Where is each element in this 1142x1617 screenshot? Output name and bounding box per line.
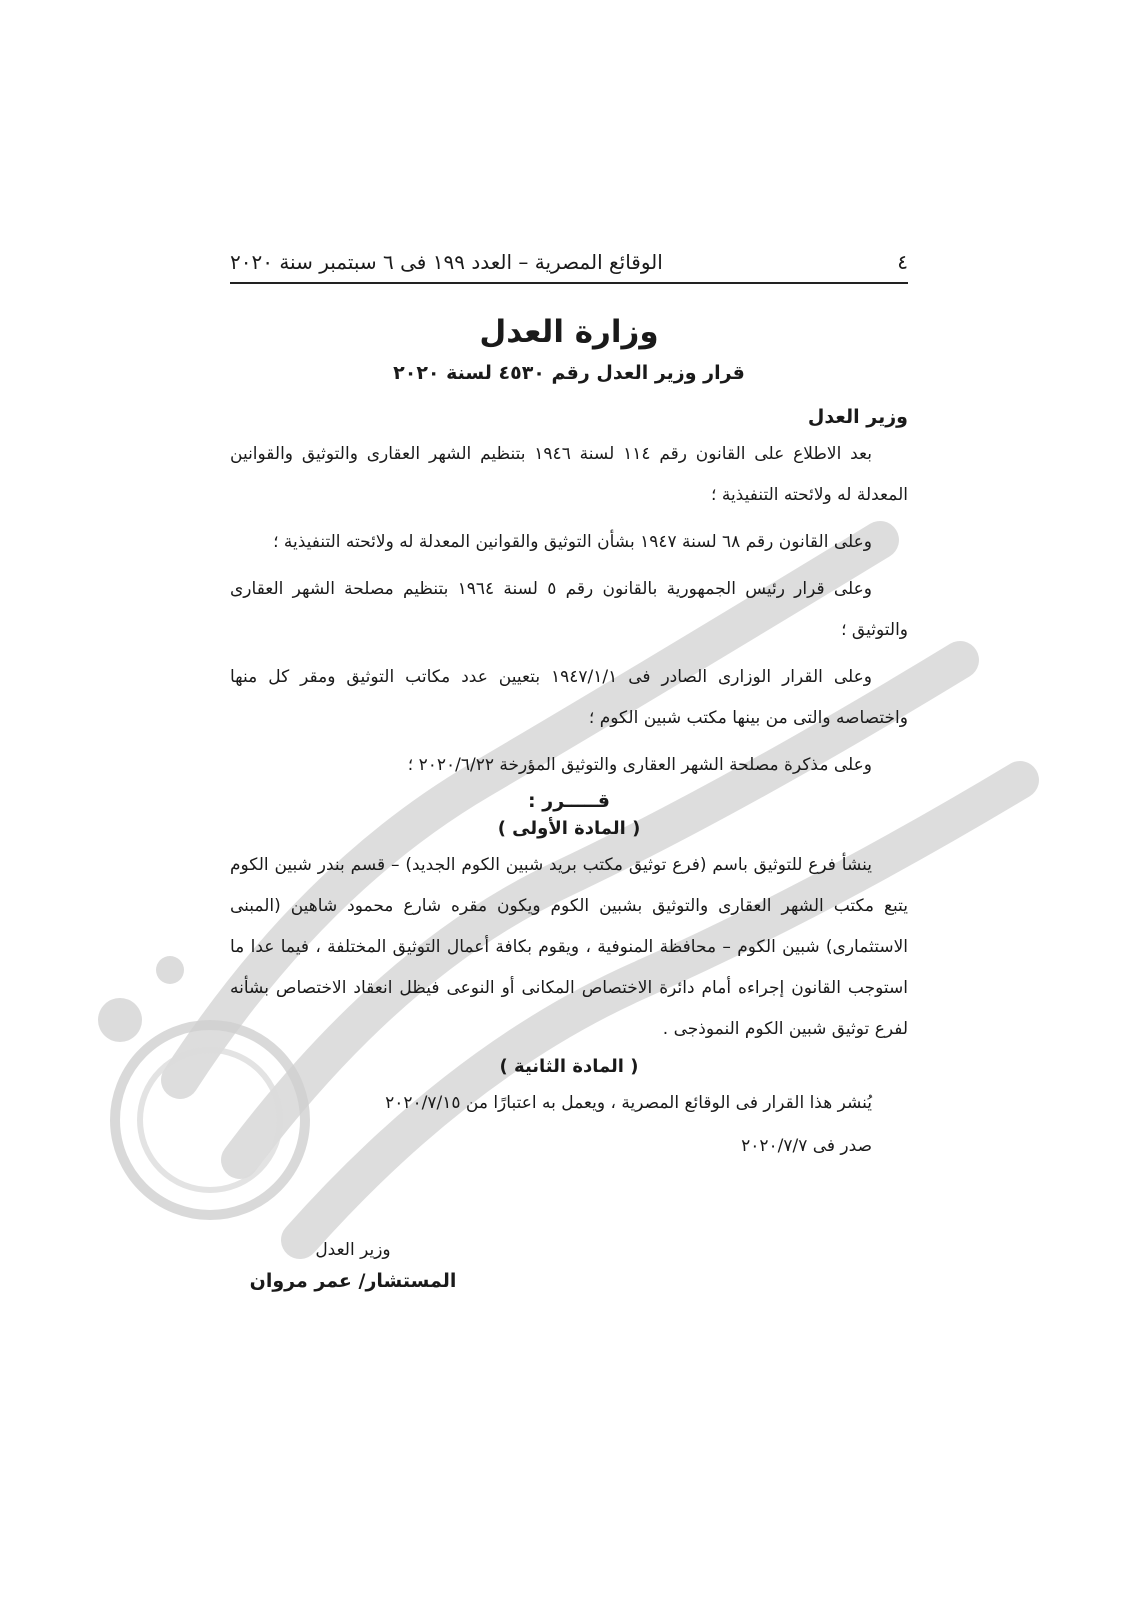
signature-block bbox=[238, 1240, 468, 1292]
article-2-heading: ( المادة الثانية ) bbox=[499, 1056, 639, 1077]
decree-title: قرار وزير العدل رقم ٤٥٣٠ لسنة ٢٠٢٠ bbox=[393, 362, 745, 384]
gazette-page bbox=[230, 250, 908, 1167]
signatory-role: وزير العدل bbox=[315, 1240, 391, 1260]
article-2-text: يُنشر هذا القرار فى الوقائع المصرية ، ويعمل به اعتبارًا من ٢٠٢٠/٧/١٥ bbox=[385, 1093, 872, 1113]
preamble-clause: وعلى القانون رقم ٦٨ لسنة ١٩٤٧ بشأن التوثيق والقوانين المعدلة له ولائحته التنفيذية ؛ bbox=[273, 532, 872, 552]
preamble-clause: وعلى القرار الوزارى الصادر فى ١٩٤٧/١/١ بتعيين عدد مكاتب التوثيق ومقر كل منها واختصاصه والتى من بينها مكتب شبين الكوم ؛ bbox=[230, 667, 908, 728]
decided-label: قـــــرر : bbox=[528, 790, 610, 812]
article-1-text: ينشأ فرع للتوثيق باسم (فرع توثيق مكتب بريد شبين الكوم الجديد) – قسم بندر شبين الكوم يتبع مكتب الشهر العقارى والتوثيق بشبين الكوم ويكون مقره شارع محمود شاهين (المبنى الاستثمارى) شبين الكوم – محافظة المنوفية ، ويقوم بكافة أعمال التوثيق المختلفة ، فيما عدا ما استوجب القانون إجراءه أمام دائرة الاختصاص المكانى أو النوعى فيظل انعقاد الاختصاص بشأنه لفرع توثيق شبين الكوم النموذجى . bbox=[230, 855, 908, 1039]
gazette-issue-line: الوقائع المصرية – العدد ١٩٩ فى ٦ سبتمبر سنة ٢٠٢٠ bbox=[230, 250, 663, 274]
page-header bbox=[230, 250, 908, 284]
preamble-clause: وعلى قرار رئيس الجمهورية بالقانون رقم ٥ لسنة ١٩٦٤ بتنظيم مصلحة الشهر العقارى والتوثيق ؛ bbox=[230, 579, 908, 640]
preamble-clause: وعلى مذكرة مصلحة الشهر العقارى والتوثيق المؤرخة ٢٠٢٠/٦/٢٢ ؛ bbox=[407, 755, 872, 775]
preamble-clause: بعد الاطلاع على القانون رقم ١١٤ لسنة ١٩٤٦ بتنظيم الشهر العقارى والتوثيق والقوانين المعدلة له ولائحته التنفيذية ؛ bbox=[230, 444, 908, 505]
article-1-heading: ( المادة الأولى ) bbox=[497, 818, 641, 839]
issue-date: صدر فى ٢٠٢٠/٧/٧ bbox=[741, 1136, 872, 1156]
page-number: ٤ bbox=[897, 250, 908, 274]
signatory-name: المستشار/ عمر مروان bbox=[249, 1270, 457, 1292]
minister-label: وزير العدل bbox=[807, 406, 908, 428]
ministry-title: وزارة العدل bbox=[479, 314, 659, 350]
